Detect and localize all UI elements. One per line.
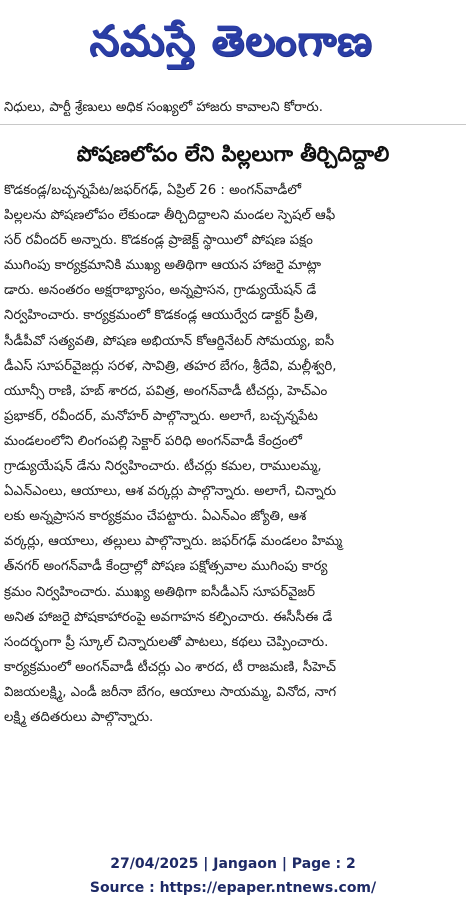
article-line: వర్కర్లు, ఆయాలు, తల్లులు పాల్గొన్నారు. జఫర్‌గఢ్ మండలం హిమ్మ — [4, 534, 343, 550]
footer-source: Source : https://epaper.ntnews.com/ — [89, 880, 377, 896]
article-line: ప్రభాకర్, రవీందర్, మనోహర్ పాల్గొన్నారు. అలాగే, బచ్చన్నపేట — [4, 408, 318, 424]
article-line: కార్యక్రమంలో అంగన్‌వాడీ టీచర్లు ఎం శారద, టీ రాజమణి, సీహెచ్ — [4, 659, 336, 675]
article-line: లక్ష్మి తదితరులు పాల్గొన్నారు. — [4, 709, 154, 725]
article-line: త్‌నగర్ అంగన్‌వాడీ కేంద్రాల్లో పోషణ పక్షోత్సవాల ముగింపు కార్య — [4, 559, 328, 575]
article-line: క్రమం నిర్వహించారు. ముఖ్య అతిథిగా ఐసీడీఎస్ సూపర్‌వైజర్ — [4, 584, 316, 600]
article-headline: పోషణలోపం లేని పిల్లలుగా తీర్చిదిద్దాలి — [76, 142, 390, 166]
article-line: యూన్సీ రాణి, హబ్ శారద, పవిత్ర, అంగన్‌వాడీ టీచర్లు, హెచ్‌ఎం — [4, 383, 328, 399]
article-line: డీఎస్ సూపర్‌వైజర్లు సరళ, సావిత్రి, తహర బేగం, శ్రీదేవి, మల్లీశ్వరి, — [4, 358, 337, 374]
footer-dateline: 27/04/2025 | Jangaon | Page : 2 — [110, 856, 356, 872]
article-line: నిర్వహించారు. కార్యక్రమంలో కొడకండ్ల ఆయుర్వేద డాక్టర్ ప్రీతి, — [4, 308, 319, 324]
article-line: పిల్లలను పోషణలోపం లేకుండా తీర్చిదిద్దాలని మండల స్పెషల్ ఆఫీ — [4, 208, 336, 224]
divider — [0, 124, 466, 125]
previous-article-tail: నిధులు, పార్టీ శ్రేణులు అధిక సంఖ్యలో హాజరు కావాలని కోరారు. — [4, 100, 323, 115]
article-line: ముగింపు కార్యక్రమానికి ముఖ్య అతిథిగా ఆయన హాజరై మాట్లా — [4, 258, 322, 274]
masthead-title: నమస్తే తెలంగాణ — [89, 16, 373, 65]
article-line: లకు అన్నప్రాసన కార్యక్రమం చేపట్టారు. ఏఎన్‌ఎం జ్యోతి, ఆశ — [4, 509, 307, 525]
article-line: సందర్భంగా ప్రీ స్కూల్ చిన్నారులతో పాటలు, కథలు చెప్పించారు. — [4, 634, 329, 650]
footer — [0, 852, 466, 900]
article-line: కొడకండ్ల/బచ్చన్నపేట/జఫర్‌గఢ్, ఏప్రిల్ 26 : అంగన్‌వాడీలో — [4, 183, 302, 198]
article-line: గ్రాడ్యుయేషన్ డేను నిర్వహించారు. టీచర్లు కమల, రాములమ్మ, — [4, 459, 322, 475]
masthead-logo — [6, 4, 456, 88]
article-line: సర్ రవీందర్ అన్నారు. కొడకండ్ల ప్రాజెక్ట్ స్థాయిలో పోషణ పక్షం — [4, 233, 313, 249]
article-line: అనిత హాజరై పోషకాహారంపై అవగాహన కల్పించారు. ఈసీసీఈ డే — [4, 609, 333, 625]
article-line: ఏఎన్‌ఎంలు, ఆయాలు, ఆశ వర్కర్లు పాల్గొన్నారు. అలాగే, చిన్నారు — [4, 484, 337, 500]
article-line: డారు. అనంతరం అక్షరాభ్యాసం, అన్నప్రాసన, గ్రాడ్యుయేషన్ డే — [4, 283, 317, 299]
article-body — [4, 178, 460, 730]
article-line: సీడీపీవో సత్యవతి, పోషణ అభియాన్ కోఆర్డినేటర్ సోమయ్య, ఐసీ — [4, 333, 335, 349]
article-line: మండలంలోని లింగంపల్లి సెక్టార్ పరిధి అంగన్‌వాడీ కేంద్రంలో — [4, 433, 302, 449]
article-line: విజయలక్ష్మి, ఎండీ జరీనా బేగం, ఆయాలు సాయమ్మ, వినోద, నాగ — [4, 684, 337, 700]
